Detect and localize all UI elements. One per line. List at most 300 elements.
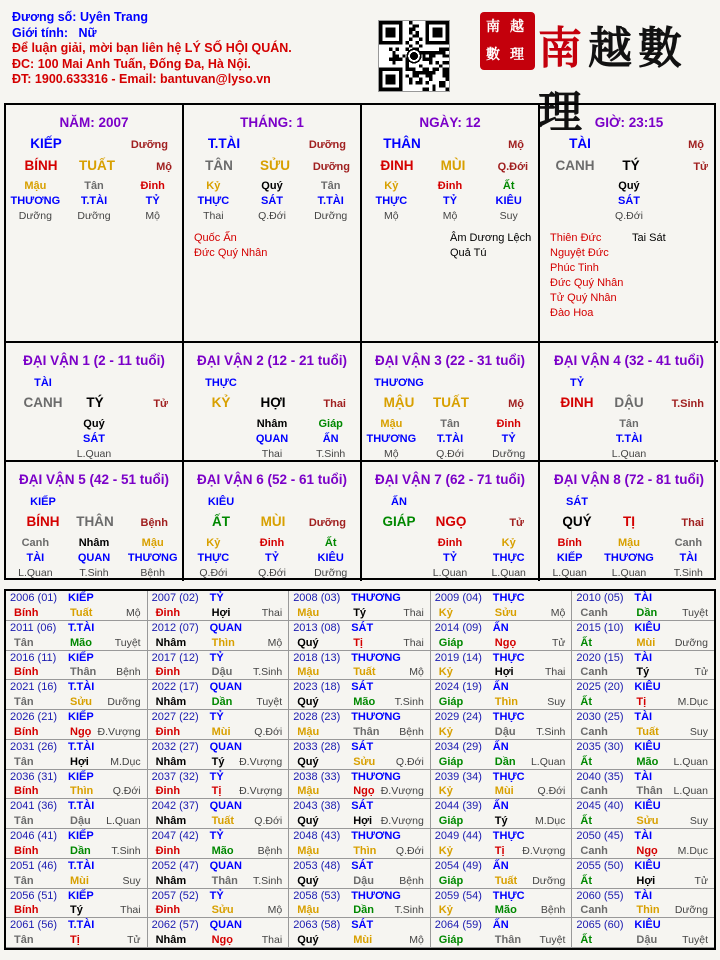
year-phase: Bệnh <box>540 904 566 917</box>
dai-van-hidden-cell <box>184 432 243 446</box>
dai-van-title: ĐẠI VẬN 1 (2 - 11 tuổi) <box>23 353 165 368</box>
seal-char: 數 <box>486 47 500 63</box>
year-phase: M.Dục <box>110 755 141 768</box>
year-ten-god: TÀI <box>634 770 653 783</box>
year-cell[interactable] <box>148 651 290 681</box>
year-cell[interactable] <box>431 770 573 800</box>
year-cell[interactable] <box>289 651 431 681</box>
year-stem: Ất <box>580 636 592 649</box>
pillar-branch: SỬU <box>260 158 290 173</box>
dai-van-hidden-cell: TỶ <box>264 552 280 564</box>
dai-van-branch: TUẤT <box>433 395 469 410</box>
dai-van-hidden-cell <box>540 432 599 446</box>
dai-van-hidden-cell: Dưỡng <box>492 448 526 460</box>
star-item: Thiên Đức <box>550 232 602 244</box>
dai-van-branch: NGỌ <box>435 514 467 529</box>
year-stem: Đinh <box>155 844 181 857</box>
year-ten-god: T.TÀI <box>68 800 95 813</box>
year-branch: Mùi <box>70 874 89 887</box>
year-stem: Quý <box>297 874 319 887</box>
year-cell[interactable] <box>6 591 148 621</box>
dai-van-hidden-cell: Canh <box>21 537 50 549</box>
year-stem: Đinh <box>155 725 181 738</box>
year-stem: Giáp <box>438 815 464 827</box>
year-label: 2022 (17) <box>151 681 199 694</box>
dai-van-hidden-row <box>184 432 360 446</box>
year-cell[interactable] <box>6 889 148 919</box>
pillar-phase-top: Dưỡng <box>130 139 168 151</box>
year-branch: Thân <box>211 874 238 887</box>
year-cell[interactable] <box>572 740 714 770</box>
year-phase: Tuyệt <box>682 606 708 619</box>
dai-van-hidden-cell: Mậu <box>617 537 640 549</box>
pillar-title: NGÀY: 12 <box>419 115 481 130</box>
year-cell[interactable] <box>289 799 431 829</box>
year-phase: Dưỡng <box>107 696 141 708</box>
dai-van-hidden-cell: Mộ <box>384 448 399 460</box>
year-ten-god: KIẾP <box>68 592 94 604</box>
year-branch: Hợi <box>636 874 656 887</box>
phone-email-line: ĐT: 1900.633316 - Email: bantuvan@lyso.vn <box>12 72 271 86</box>
year-cell[interactable] <box>289 621 431 651</box>
year-stem: Nhâm <box>155 696 187 708</box>
hidden-cell: Mộ <box>145 210 160 222</box>
year-ten-god: QUAN <box>209 919 242 932</box>
year-stem: Kỷ <box>438 785 453 798</box>
dai-van-hidden-row <box>540 417 718 431</box>
year-ten-god: SÁT <box>351 919 374 932</box>
year-stem: Ất <box>580 696 592 708</box>
year-branch: Tuất <box>211 815 234 827</box>
year-cell[interactable] <box>572 710 714 740</box>
year-cell[interactable] <box>572 799 714 829</box>
year-branch: Thìn <box>353 844 377 857</box>
dai-van-hidden-cell <box>6 447 65 461</box>
year-ten-god: TÀI <box>634 592 653 604</box>
year-stem: Kỷ <box>438 904 453 917</box>
star-item: Đức Quý Nhân <box>550 277 624 289</box>
dai-van-ten-god: KIẾP <box>30 496 56 508</box>
dai-van-hidden-cell: Canh <box>674 537 703 549</box>
dai-van-hidden-cell <box>184 417 243 431</box>
year-branch: Thân <box>353 725 380 738</box>
year-cell[interactable] <box>431 889 573 919</box>
year-ten-god: KIÊU <box>634 740 661 753</box>
dai-van-branch: MÙI <box>260 514 286 529</box>
year-cell[interactable] <box>431 918 573 948</box>
dai-van-hidden-cell: L.Quan <box>76 448 112 460</box>
dai-van-hidden-cell: Đinh <box>437 537 463 549</box>
dai-van-branch: HỢI <box>260 395 286 410</box>
year-stem: Kỷ <box>438 666 453 679</box>
year-label: 2060 (55) <box>576 889 624 902</box>
dai-van-1 <box>6 343 184 462</box>
dai-van-phase: Bệnh <box>140 517 168 529</box>
year-cell[interactable] <box>431 710 573 740</box>
year-label: 2007 (02) <box>151 592 199 604</box>
year-stem: Nhâm <box>155 815 187 827</box>
gender-label: Giới tính: <box>12 25 69 40</box>
dai-van-hidden-cell: Q.Đới <box>258 567 286 579</box>
year-cell[interactable] <box>148 918 290 948</box>
year-label: 2021 (16) <box>10 681 58 694</box>
year-phase: M.Dục <box>535 815 566 827</box>
year-ten-god: THỰC <box>492 830 525 842</box>
hidden-row <box>362 209 538 223</box>
year-phase: Đ.Vượng <box>97 725 141 738</box>
year-stem: Tân <box>14 815 34 827</box>
dai-van-hidden-row <box>6 536 182 550</box>
dai-van-ten-god: TỶ <box>569 377 585 389</box>
year-cell[interactable] <box>572 680 714 710</box>
dai-van-hidden-row <box>540 447 718 461</box>
year-label: 2017 (12) <box>151 651 199 664</box>
dai-van-hidden-cell <box>6 417 65 431</box>
year-phase: Thai <box>261 934 283 946</box>
dai-van-hidden-row <box>540 551 718 565</box>
year-label: 2030 (25) <box>576 711 624 723</box>
dai-van-phase: Mộ <box>508 398 524 410</box>
year-cell[interactable] <box>6 918 148 948</box>
year-stem: Giáp <box>438 636 464 649</box>
dai-van-7 <box>362 462 540 581</box>
year-ten-god: KIẾP <box>68 711 94 723</box>
year-label: 2026 (21) <box>10 711 58 723</box>
dai-van-hidden-cell: Quý <box>83 418 105 430</box>
qr-code[interactable] <box>378 20 450 92</box>
dai-van-hidden-row <box>6 417 182 431</box>
year-branch: Sửu <box>353 755 376 768</box>
dai-van-hidden-cell <box>184 447 243 461</box>
year-cell[interactable] <box>6 710 148 740</box>
hidden-cell: THỰC <box>197 195 230 207</box>
year-label: 2009 (04) <box>434 592 482 604</box>
year-branch: Sửu <box>494 606 517 619</box>
year-stem: Ất <box>580 934 592 946</box>
year-cell[interactable] <box>431 621 573 651</box>
year-branch: Sửu <box>70 696 93 708</box>
year-cell[interactable] <box>572 859 714 889</box>
pillar-stem: BÍNH <box>24 158 58 173</box>
year-stem: Giáp <box>438 696 464 708</box>
dai-van-hidden-cell: KIÊU <box>317 552 344 564</box>
dai-van-hidden-cell: TỶ <box>442 552 458 564</box>
dai-van-hidden-cell: L.Quan <box>432 567 468 579</box>
hidden-cell: TỶ <box>442 195 458 207</box>
year-cell[interactable] <box>148 680 290 710</box>
hidden-cell <box>659 179 718 193</box>
hidden-row <box>6 194 182 208</box>
year-phase: Thai <box>403 606 424 619</box>
year-label: 2062 (57) <box>151 919 199 932</box>
address-line: ĐC: 100 Mai Anh Tuấn, Đống Đa, Hà Nội. <box>12 56 251 71</box>
seal-char: 理 <box>510 47 524 63</box>
dai-van-hidden-cell: L.Quan <box>611 567 647 579</box>
year-ten-god: KIÊU <box>634 919 661 932</box>
dai-van-hidden-cell <box>362 551 421 565</box>
year-ten-god: TỶ <box>209 889 224 902</box>
dai-van-hidden-cell: Mậu <box>141 537 164 549</box>
dai-van-hidden-cell: Giáp <box>318 418 343 430</box>
year-phase: Dưỡng <box>532 874 566 887</box>
year-label: 2023 (18) <box>293 681 341 694</box>
dai-van-stem: CANH <box>23 395 63 410</box>
year-label: 2027 (22) <box>151 711 199 723</box>
year-ten-god: TỶ <box>209 711 224 723</box>
year-branch: Mùi <box>353 934 373 946</box>
year-cell[interactable] <box>289 591 431 621</box>
year-cell[interactable] <box>6 770 148 800</box>
year-phase: T.Sinh <box>536 725 566 738</box>
year-stem: Canh <box>580 844 608 857</box>
hidden-cell: Kỷ <box>384 180 399 192</box>
year-label: 2044 (39) <box>434 800 482 813</box>
year-cell[interactable] <box>572 829 714 859</box>
dai-van-hidden-row <box>540 536 718 550</box>
hidden-cell: Dưỡng <box>314 210 348 222</box>
dai-van-hidden-row <box>362 432 538 446</box>
hidden-cell: TỶ <box>145 195 160 207</box>
year-cell[interactable] <box>6 740 148 770</box>
year-phase: Q.Đới <box>254 725 283 738</box>
dai-van-title: ĐẠI VẬN 7 (62 - 71 tuổi) <box>374 472 526 487</box>
dai-van-hidden-cell: THỰC <box>197 552 230 564</box>
year-cell[interactable] <box>289 889 431 919</box>
year-cell[interactable] <box>572 889 714 919</box>
year-branch: Thân <box>494 934 522 946</box>
year-ten-god: ẤN <box>492 740 509 753</box>
year-label: 2057 (52) <box>151 889 199 902</box>
hidden-cell: Mộ <box>384 210 399 222</box>
chart-main <box>4 103 716 580</box>
year-label: 2055 (50) <box>576 859 624 872</box>
dai-van-stem: GIÁP <box>382 514 416 529</box>
year-cell[interactable] <box>6 799 148 829</box>
year-ten-god: TÀI <box>634 889 653 902</box>
year-branch: Dần <box>70 844 91 857</box>
year-cell[interactable] <box>148 859 290 889</box>
pillar-0 <box>6 105 184 343</box>
dai-van-hidden-cell: QUAN <box>77 552 111 564</box>
pillar-phase-top: Mộ <box>508 139 524 151</box>
year-phase: Q.Đới <box>395 755 424 768</box>
dai-van-phase: Thai <box>323 398 346 410</box>
year-branch: Tuất <box>636 725 659 738</box>
hidden-cell: Tân <box>320 180 341 192</box>
year-stem: Đinh <box>155 666 181 679</box>
year-stem: Tân <box>14 636 34 649</box>
year-phase: Tuyệt <box>539 934 566 946</box>
year-ten-god: THƯƠNG <box>351 770 401 783</box>
year-label: 2058 (53) <box>293 889 341 902</box>
year-cell[interactable] <box>148 829 290 859</box>
dai-van-hidden-cell: Kỷ <box>501 537 516 549</box>
year-branch: Sửu <box>211 904 234 917</box>
dai-van-title: ĐẠI VẬN 3 (22 - 31 tuổi) <box>374 353 526 368</box>
dai-van-phase: Thai <box>681 517 704 529</box>
year-cell[interactable] <box>289 829 431 859</box>
year-label: 2032 (27) <box>151 740 199 753</box>
year-stem: Bính <box>14 606 39 619</box>
year-cell[interactable] <box>431 859 573 889</box>
dai-van-title: ĐẠI VẬN 8 (72 - 81 tuổi) <box>553 472 705 487</box>
year-stem: Canh <box>580 785 608 798</box>
year-phase: Đ.Vượng <box>239 755 283 768</box>
pillar-stem: CANH <box>555 158 595 173</box>
year-cell[interactable] <box>148 799 290 829</box>
year-stem: Bính <box>14 844 39 857</box>
year-ten-god: T.TÀI <box>68 681 95 694</box>
hidden-cell: Dưỡng <box>77 210 111 222</box>
year-cell[interactable] <box>6 651 148 681</box>
year-branch: Mão <box>494 904 517 917</box>
hidden-row <box>540 179 718 193</box>
dai-van-hidden-row <box>362 447 538 461</box>
dai-van-hidden-cell: TỶ <box>501 433 516 445</box>
pillar-3 <box>540 105 718 343</box>
year-label: 2038 (33) <box>293 770 341 783</box>
year-ten-god: KIÊU <box>634 859 661 872</box>
year-cell[interactable] <box>572 918 714 948</box>
year-branch: Thân <box>636 785 663 798</box>
year-cell[interactable] <box>148 621 290 651</box>
year-branch: Dậu <box>70 815 91 827</box>
pillar-ten-god: KIẾP <box>30 136 62 151</box>
dai-van-stem: MẬU <box>383 395 415 410</box>
year-ten-god: THỰC <box>492 889 525 902</box>
star-item: Tử Quý Nhân <box>550 292 617 304</box>
dai-van-hidden-cell: T.Sinh <box>673 567 703 579</box>
year-cell[interactable] <box>572 621 714 651</box>
year-cell[interactable] <box>148 591 290 621</box>
year-phase: Đ.Vượng <box>522 844 566 857</box>
year-cell[interactable] <box>6 621 148 651</box>
year-cell[interactable] <box>572 591 714 621</box>
year-ten-god: TỶ <box>209 830 224 842</box>
year-cell[interactable] <box>148 889 290 919</box>
year-ten-god: T.TÀI <box>68 919 95 932</box>
year-phase: Q.Đới <box>395 844 424 857</box>
seal-char: 越 <box>510 19 524 35</box>
year-label: 2012 (07) <box>151 621 199 634</box>
year-label: 2028 (23) <box>293 711 341 723</box>
dai-van-hidden-row <box>6 447 182 461</box>
year-cell[interactable] <box>431 591 573 621</box>
star-item: Đào Hoa <box>550 307 594 319</box>
dai-van-hidden-cell <box>659 417 718 431</box>
year-label: 2050 (45) <box>576 830 624 842</box>
year-phase: T.Sinh <box>394 904 424 917</box>
pillar-branch: TUẤT <box>79 158 115 173</box>
hidden-cell: Đinh <box>140 180 165 192</box>
year-cell[interactable] <box>6 680 148 710</box>
year-label: 2015 (10) <box>576 621 624 634</box>
year-stem: Canh <box>580 666 608 679</box>
year-cell[interactable] <box>431 799 573 829</box>
dai-van-hidden-cell: TÀI <box>679 552 698 564</box>
dai-van-hidden-cell: Đinh <box>259 537 285 549</box>
year-stem: Quý <box>297 636 319 649</box>
year-label: 2037 (32) <box>151 770 199 783</box>
year-cell[interactable] <box>148 710 290 740</box>
hidden-row <box>184 209 360 223</box>
dai-van-branch: DẬU <box>614 395 644 410</box>
dai-van-ten-god: THƯƠNG <box>374 377 424 389</box>
year-label: 2011 (06) <box>10 621 57 634</box>
year-cell[interactable] <box>289 918 431 948</box>
year-cell[interactable] <box>289 770 431 800</box>
year-phase: Dưỡng <box>674 904 708 917</box>
year-branch: Tị <box>494 844 505 857</box>
year-stem: Quý <box>297 755 319 768</box>
dai-van-ten-god: KIÊU <box>207 496 235 508</box>
year-cell[interactable] <box>572 651 714 681</box>
dai-van-hidden-cell: Nhâm <box>256 418 288 430</box>
year-label: 2049 (44) <box>434 830 482 842</box>
year-cell[interactable] <box>431 651 573 681</box>
year-label: 2034 (29) <box>434 740 482 753</box>
year-branch: Tý <box>636 666 650 679</box>
hidden-row <box>540 209 718 223</box>
pillar-phase: Tử <box>693 161 708 173</box>
hidden-cell <box>540 209 599 223</box>
hidden-cell: Mộ <box>442 210 458 222</box>
year-phase: Mộ <box>126 606 141 619</box>
year-branch: Tý <box>353 606 367 619</box>
year-branch: Thân <box>70 666 97 679</box>
year-stem: Canh <box>580 725 608 738</box>
year-cell[interactable] <box>289 859 431 889</box>
dai-van-hidden-cell <box>362 566 421 580</box>
year-stem: Bính <box>14 904 39 917</box>
year-cell[interactable] <box>148 770 290 800</box>
year-cell[interactable] <box>431 829 573 859</box>
star-item: Âm Dương Lệch <box>450 232 532 244</box>
year-stem: Quý <box>297 934 319 946</box>
dai-van-stem: ẤT <box>212 514 230 529</box>
year-stem: Canh <box>580 904 608 917</box>
year-cell[interactable] <box>6 829 148 859</box>
pillar-ten-god: TÀI <box>569 136 591 151</box>
hidden-cell <box>659 194 718 208</box>
year-cell[interactable] <box>289 680 431 710</box>
year-phase: Thai <box>120 904 141 917</box>
hidden-cell: THƯƠNG <box>10 195 61 207</box>
hidden-row <box>6 179 182 193</box>
year-cell[interactable] <box>289 740 431 770</box>
year-cell[interactable] <box>289 710 431 740</box>
year-cell[interactable] <box>572 770 714 800</box>
year-cell[interactable] <box>148 740 290 770</box>
year-label: 2024 (19) <box>434 681 482 694</box>
year-cell[interactable] <box>431 680 573 710</box>
year-label: 2051 (46) <box>10 859 58 872</box>
hidden-cell: Q.Đới <box>615 210 643 222</box>
year-cell[interactable] <box>431 740 573 770</box>
dai-van-hidden-cell: Bệnh <box>140 567 165 579</box>
dai-van-stem: QUÝ <box>562 514 592 529</box>
dai-van-branch: TÝ <box>86 395 104 410</box>
dai-van-hidden-cell: ẤN <box>322 433 339 445</box>
year-phase: Tuyệt <box>256 696 283 708</box>
year-ten-god: THƯƠNG <box>351 711 401 723</box>
year-cell[interactable] <box>6 859 148 889</box>
year-branch: Dần <box>636 606 658 619</box>
dai-van-hidden-cell: Dưỡng <box>314 567 348 579</box>
year-label: 2019 (14) <box>434 651 482 664</box>
pillar-branch: MÙI <box>440 158 466 173</box>
dai-van-stem: ĐINH <box>560 395 594 410</box>
